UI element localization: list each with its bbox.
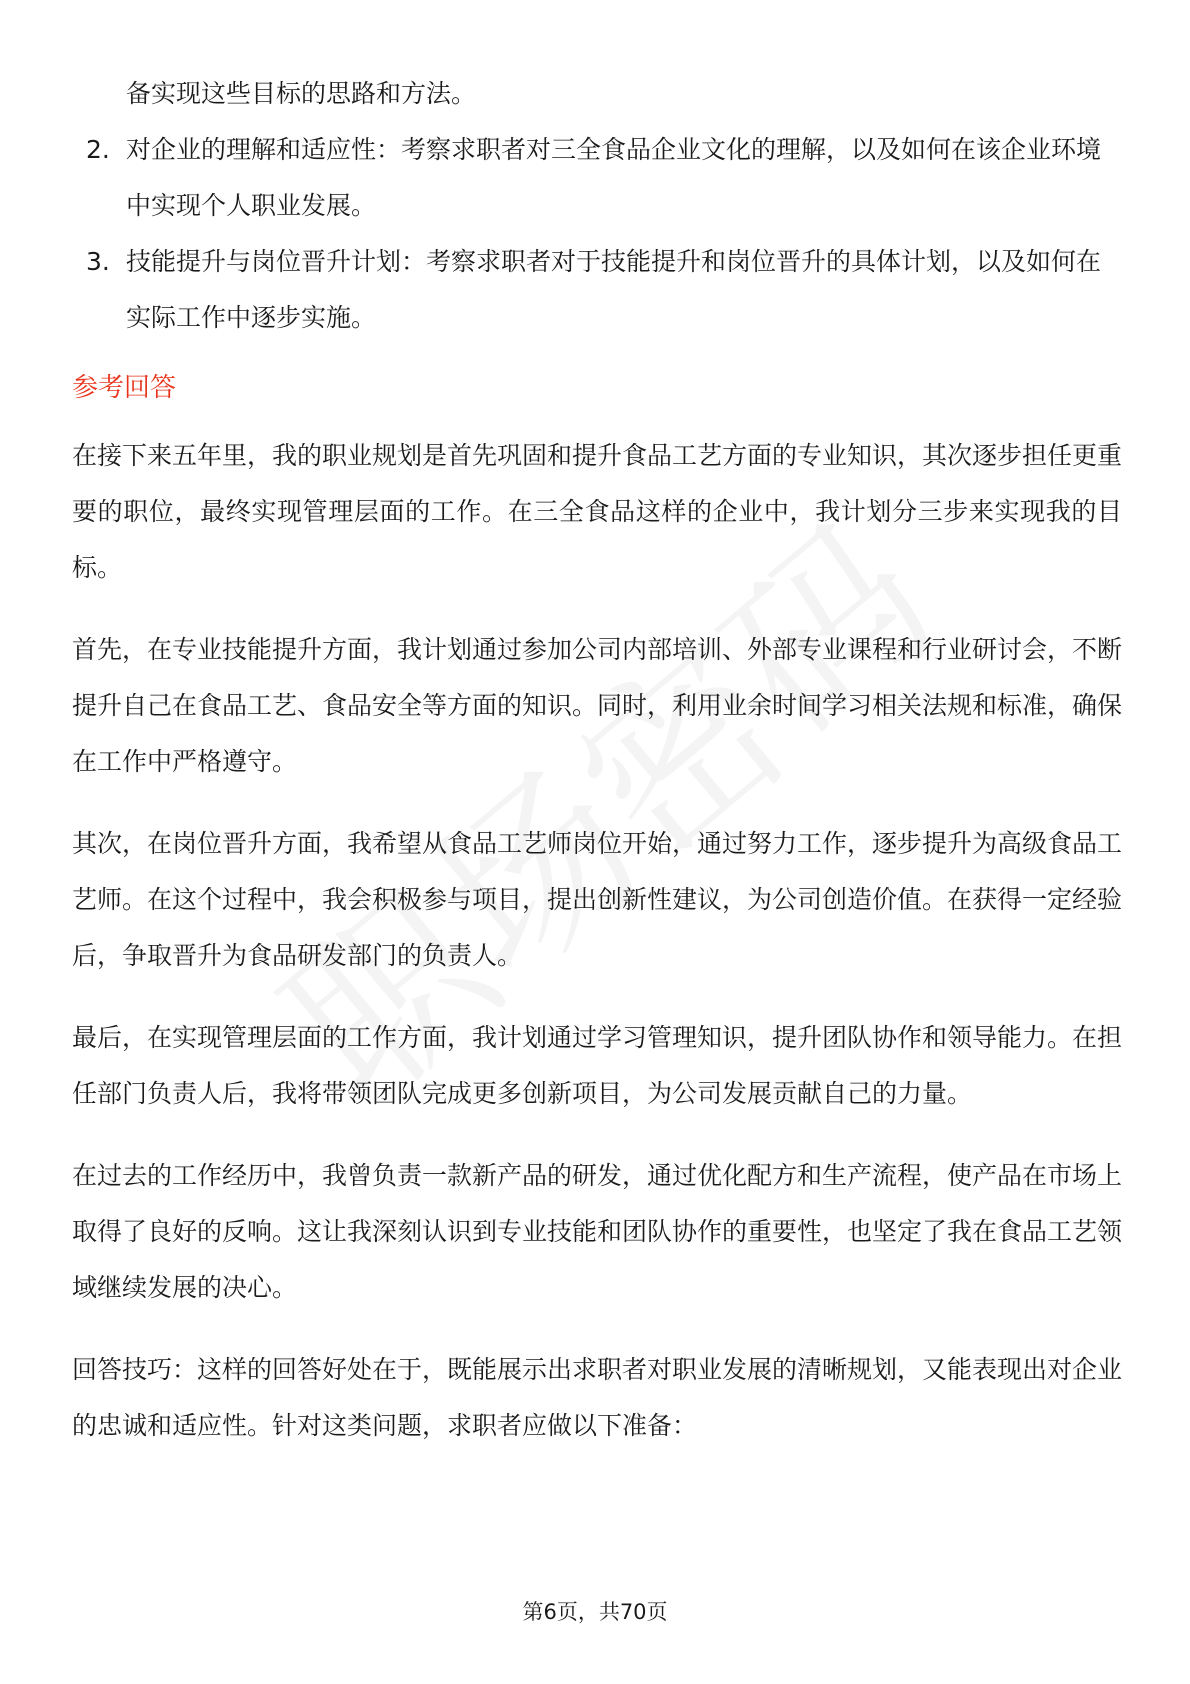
page-footer: 第6页，共70页 xyxy=(522,1600,668,1624)
page-content xyxy=(72,66,1122,1480)
list-item xyxy=(72,122,1122,234)
list-item xyxy=(72,234,1122,346)
paragraph: 最后，在实现管理层面的工作方面，我计划通过学习管理知识，提升团队协作和领导能力。在担任部门负责人后，我将带领团队完成更多创新项目，为公司发展贡献自己的力量。 xyxy=(72,1023,1123,1108)
paragraph: 其次，在岗位晋升方面，我希望从食品工艺师岗位开始，通过努力工作，逐步提升为高级食品工艺师。在这个过程中，我会积极参与项目，提出创新性建议，为公司创造价值。在获得一定经验后，争取晋升为食品研发部门的负责人。 xyxy=(72,829,1123,970)
paragraph: 在接下来五年里，我的职业规划是首先巩固和提升食品工艺方面的专业知识，其次逐步担任更重要的职位，最终实现管理层面的工作。在三全食品这样的企业中，我计划分三步来实现我的目标。 xyxy=(72,441,1123,582)
list-item-continuation: 备实现这些目标的思路和方法。 xyxy=(126,79,477,108)
paragraph: 在过去的工作经历中，我曾负责一款新产品的研发，通过优化配方和生产流程，使产品在市场上取得了良好的反响。这让我深刻认识到专业技能和团队协作的重要性，也坚定了我在食品工艺领域继续发展的决心。 xyxy=(72,1161,1123,1302)
list-item-text: 对企业的理解和适应性：考察求职者对三全食品企业文化的理解，以及如何在该企业环境中实现个人职业发展。 xyxy=(126,135,1102,220)
list-item-text: 技能提升与岗位晋升计划：考察求职者对于技能提升和岗位晋升的具体计划，以及如何在实际工作中逐步实施。 xyxy=(126,247,1102,332)
list-item-number: 2. xyxy=(86,135,110,164)
section-heading: 参考回答 xyxy=(72,373,177,403)
paragraph: 回答技巧：这样的回答好处在于，既能展示出求职者对职业发展的清晰规划，又能表现出对企业的忠诚和适应性。针对这类问题，求职者应做以下准备： xyxy=(72,1355,1123,1440)
paragraph: 首先，在专业技能提升方面，我计划通过参加公司内部培训、外部专业课程和行业研讨会，不断提升自己在食品工艺、食品安全等方面的知识。同时，利用业余时间学习相关法规和标准，确保在工作中严格遵守。 xyxy=(72,635,1123,776)
list-item-number: 3. xyxy=(86,247,110,276)
